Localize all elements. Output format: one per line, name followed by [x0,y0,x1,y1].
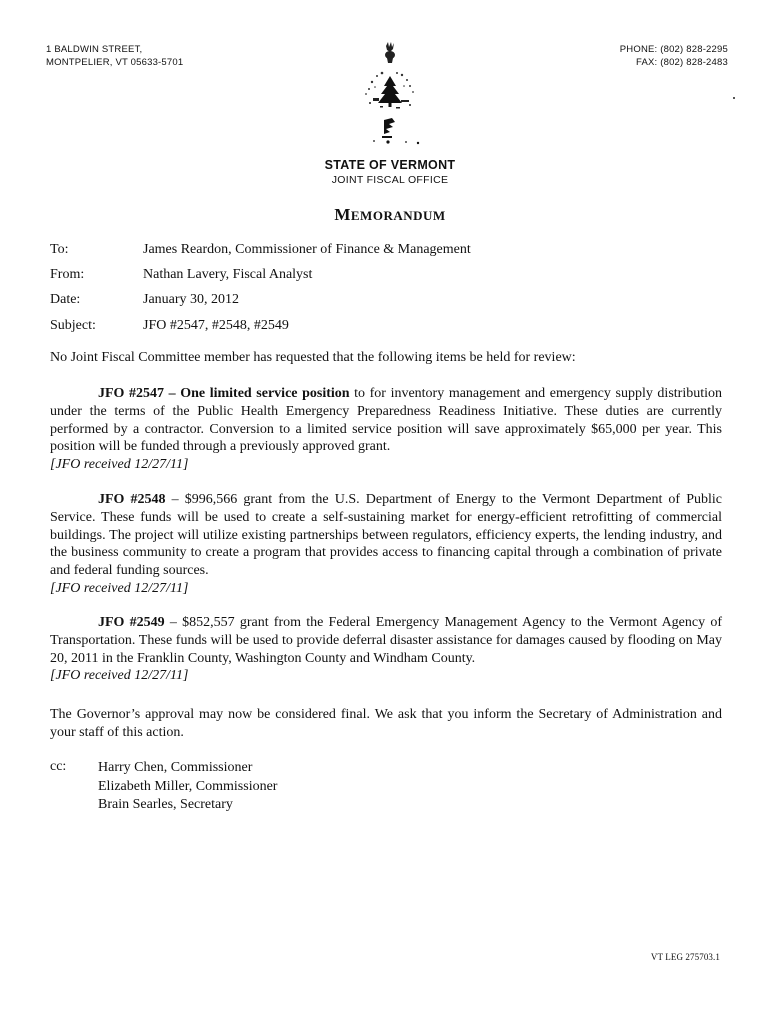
state-title: STATE OF VERMONT [324,158,456,172]
vermont-seal-logo [340,40,440,152]
item-lead: JFO #2548 [98,492,166,507]
date-value: January 30, 2012 [143,292,240,307]
closing-paragraph: The Governor’s approval may now be considered final. We ask that you inform the Secretary of Administration and your staff of this action. [50,707,722,740]
office-title: JOINT FISCAL OFFICE [331,174,449,186]
address-line-street: 1 BALDWIN STREET, [46,44,143,55]
cc-list [98,759,277,815]
cc-name: Harry Chen, Commissioner [98,760,253,775]
fax-number: FAX: (802) 828-2483 [636,57,728,68]
letterhead-address [46,43,183,69]
item-text: to for inventory management and emergency supply distribution under the terms of the Public Health Emergency Preparedness Readiness Initiative. These duties are currently performed by a contractor. Conversion to a limited service position will save approximately $65,000 per year. This position will be funded through a previously approved grant. [50,386,722,455]
from-label: From: [50,267,85,282]
cc-name: Elizabeth Miller, Commissioner [98,778,278,794]
document-id: VT LEG 275703.1 [650,952,720,962]
item-received: [JFO received 12/27/11] [50,457,189,473]
item-text: – $996,566 grant from the U.S. Department of Energy to the Vermont Department of Public Service. These funds will be used to create a self-sustaining market for energy-efficient retrofitting of commercial buildings. The project will utilize existing partnerships between regulators, efficiency experts, the lending industry, and the business community to create a program that provides access to financing capital through a combination of private and federal funding sources. [50,492,722,579]
memo-title-initial: M [334,205,351,224]
item-text: – $852,557 grant from the Federal Emergency Management Agency to the Vermont Agency of Transportation. These funds will be used to provide deferral disaster assistance for damages caused by flooding on May 20, 2011 in the Franklin County, Washington County and Windham County. [50,615,722,666]
intro-paragraph: No Joint Fiscal Committee member has requested that the following items be held for review: [50,350,576,365]
memo-title-rest: EMORANDUM [350,208,446,223]
item-lead: JFO #2549 [98,615,165,630]
item-received: [JFO received 12/27/11] [50,580,189,596]
subject-label: Subject: [50,318,96,333]
stray-mark [733,97,735,99]
to-value: James Reardon, Commissioner of Finance & Management [143,242,471,257]
date-label: Date: [50,292,81,307]
item-jfo-2547 [50,385,722,474]
address-line-city: MONTPELIER, VT 05633-5701 [46,57,184,68]
item-jfo-2549 [50,614,722,685]
item-lead: JFO #2547 – One limited service position [98,386,350,401]
letterhead-contact [620,43,728,69]
cc-name: Brain Searles, Secretary [98,797,233,812]
cc-label: cc: [50,759,67,774]
to-label: To: [50,242,69,257]
from-value: Nathan Lavery, Fiscal Analyst [143,267,313,282]
memo-title [240,205,540,225]
item-jfo-2548 [50,491,722,598]
item-received: [JFO received 12/27/11] [50,668,189,684]
subject-value: JFO #2547, #2548, #2549 [143,318,289,333]
phone-number: PHONE: (802) 828-2295 [619,44,728,55]
